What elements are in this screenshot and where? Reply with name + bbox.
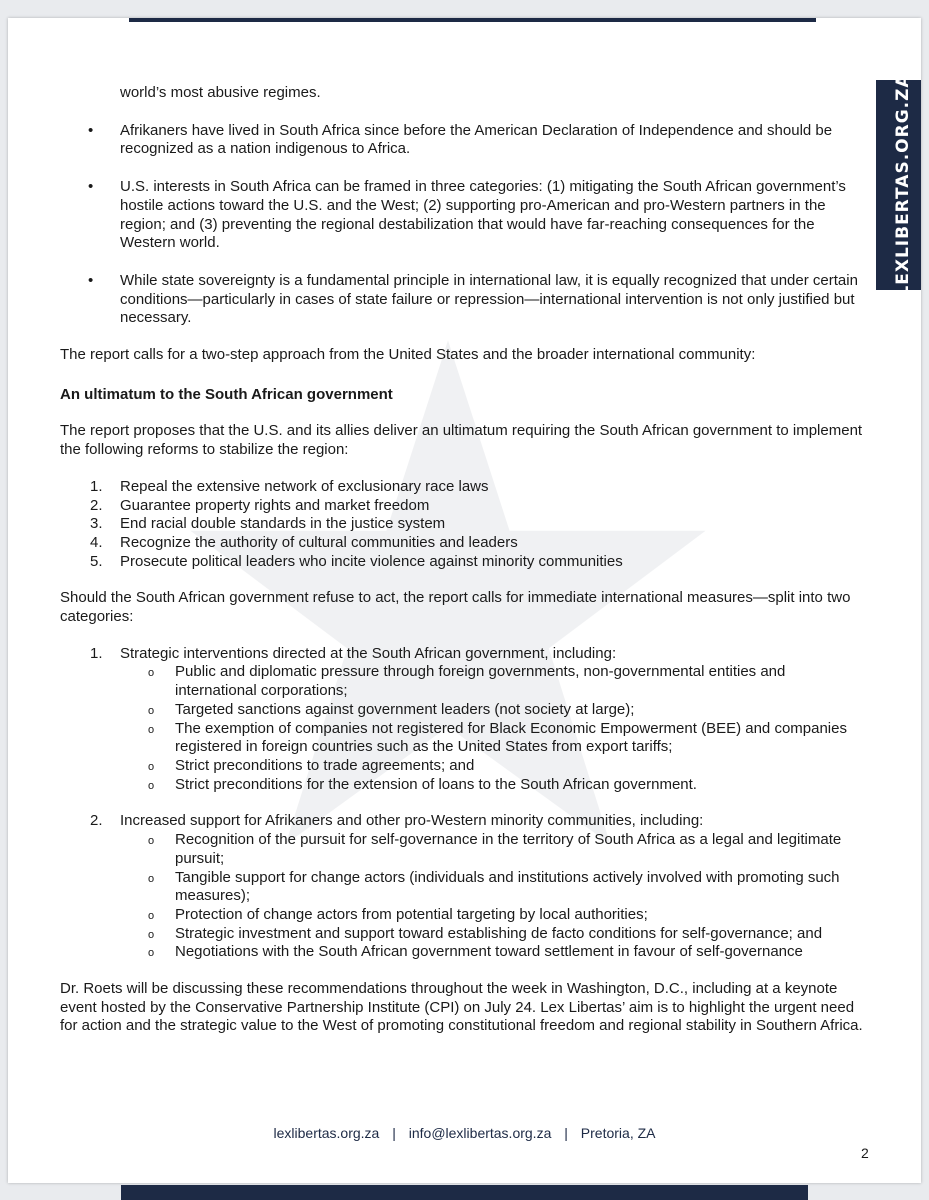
list-item: • While state sovereignty is a fundamental principle in international law, it is equally recognized that under certain conditions—particularly in cases of state failure or repression—international intervention is not only justified but necessary. bbox=[60, 272, 870, 328]
reforms-list bbox=[60, 478, 870, 572]
footer-website-link[interactable]: lexlibertas.org.za bbox=[273, 1125, 380, 1141]
document-page bbox=[8, 18, 921, 1183]
proposal-paragraph: The report proposes that the U.S. and its allies deliver an ultimatum requiring the South African government to implement the following reforms to stabilize the region: bbox=[60, 422, 863, 459]
sub-list-item: o Tangible support for change actors (individuals and institutions actively involved with promoting such measures); bbox=[60, 869, 870, 906]
list-item bbox=[60, 478, 870, 497]
top-header-bar bbox=[129, 18, 816, 22]
continued-text: world’s most abusive regimes. bbox=[120, 84, 321, 101]
sub-list-item: o The exemption of companies not registered for Black Economic Empowerment (BEE) and companies registered in foreign countries such as the United States from export tariffs; bbox=[60, 720, 870, 757]
footer-separator: | bbox=[564, 1125, 568, 1141]
section-heading: An ultimatum to the South African government bbox=[60, 385, 393, 403]
sub-list-item: o Strategic investment and support toward establishing de facto conditions for self-governance; and bbox=[60, 925, 870, 944]
sub-list-item: o Negotiations with the South African government toward settlement in favour of self-governance bbox=[60, 943, 870, 962]
list-item-text: Repeal the extensive network of exclusionary race laws bbox=[120, 477, 489, 495]
measure-category bbox=[60, 812, 870, 962]
key-points-list bbox=[60, 122, 870, 328]
sub-list-item: o Recognition of the pursuit for self-governance in the territory of South Africa as a legal and legitimate pursuit; bbox=[60, 831, 870, 868]
list-number: 1. bbox=[90, 644, 103, 662]
sub-list-item: o Strict preconditions for the extension of loans to the South African government. bbox=[60, 776, 870, 795]
sub-list-item: o Public and diplomatic pressure through foreign governments, non-governmental entities and international corporations; bbox=[60, 663, 870, 700]
footer-separator: | bbox=[392, 1125, 396, 1141]
measure-title: Strategic interventions directed at the South African government, including: bbox=[120, 644, 617, 662]
page-footer bbox=[8, 1125, 921, 1141]
list-item bbox=[60, 553, 870, 572]
measure-title: Increased support for Afrikaners and other pro-Western minority communities, including: bbox=[120, 812, 704, 830]
bottom-footer-bar bbox=[121, 1185, 808, 1200]
sub-list-item: o Protection of change actors from potential targeting by local authorities; bbox=[60, 906, 870, 925]
list-item bbox=[60, 497, 870, 516]
side-tab bbox=[876, 73, 921, 297]
sub-list bbox=[120, 831, 870, 962]
list-item: • Afrikaners have lived in South Africa since before the American Declaration of Independence and should be recognized as a nation indigenous to Africa. bbox=[60, 122, 870, 159]
body-content bbox=[60, 84, 870, 1036]
intro-paragraph: The report calls for a two-step approach from the United States and the broader international community: bbox=[60, 346, 756, 364]
list-number: 2. bbox=[90, 812, 103, 830]
measures-list bbox=[60, 645, 870, 962]
side-tab-label: LEXLIBERTAS.ORG.ZA bbox=[892, 73, 913, 297]
footer-location: Pretoria, ZA bbox=[580, 1125, 656, 1141]
list-item-text: Recognize the authority of cultural communities and leaders bbox=[120, 533, 518, 551]
sub-list-item: o Strict preconditions to trade agreements; and bbox=[60, 757, 870, 776]
measures-paragraph: Should the South African government refuse to act, the report calls for immediate international measures—split into two categories: bbox=[60, 589, 851, 626]
closing-paragraph: Dr. Roets will be discussing these recommendations throughout the week in Washington, D.C., including at a keynote event hosted by the Conservative Partnership Institute (CPI) on July 24. Lex Libertas’ aim is to highlight the urgent need for action and the strategic value to the West of promoting constitutional freedom and regional stability in Southern Africa. bbox=[60, 980, 863, 1035]
measure-category bbox=[60, 645, 870, 795]
list-number: 2. bbox=[90, 496, 103, 514]
list-item bbox=[60, 515, 870, 534]
list-number: 5. bbox=[90, 552, 103, 570]
footer-email-link[interactable]: info@lexlibertas.org.za bbox=[408, 1125, 552, 1141]
list-item-text: Guarantee property rights and market freedom bbox=[120, 496, 430, 514]
list-number: 3. bbox=[90, 515, 103, 533]
sub-list bbox=[120, 663, 870, 794]
sub-list-item: o Targeted sanctions against government leaders (not society at large); bbox=[60, 701, 870, 720]
list-item-text: Prosecute political leaders who incite violence against minority communities bbox=[120, 552, 623, 570]
list-number: 4. bbox=[90, 533, 103, 551]
page-number: 2 bbox=[861, 1145, 869, 1161]
list-item-text: End racial double standards in the justice system bbox=[120, 515, 446, 533]
list-item bbox=[60, 534, 870, 553]
list-item: • U.S. interests in South Africa can be framed in three categories: (1) mitigating the South African government’s hostile actions toward the U.S. and the West; (2) supporting pro-American and pro-Western partners in the region; and (3) preventing the regional destabilization that would have far-reaching consequences for the Western world. bbox=[60, 178, 870, 253]
list-number: 1. bbox=[90, 477, 103, 495]
